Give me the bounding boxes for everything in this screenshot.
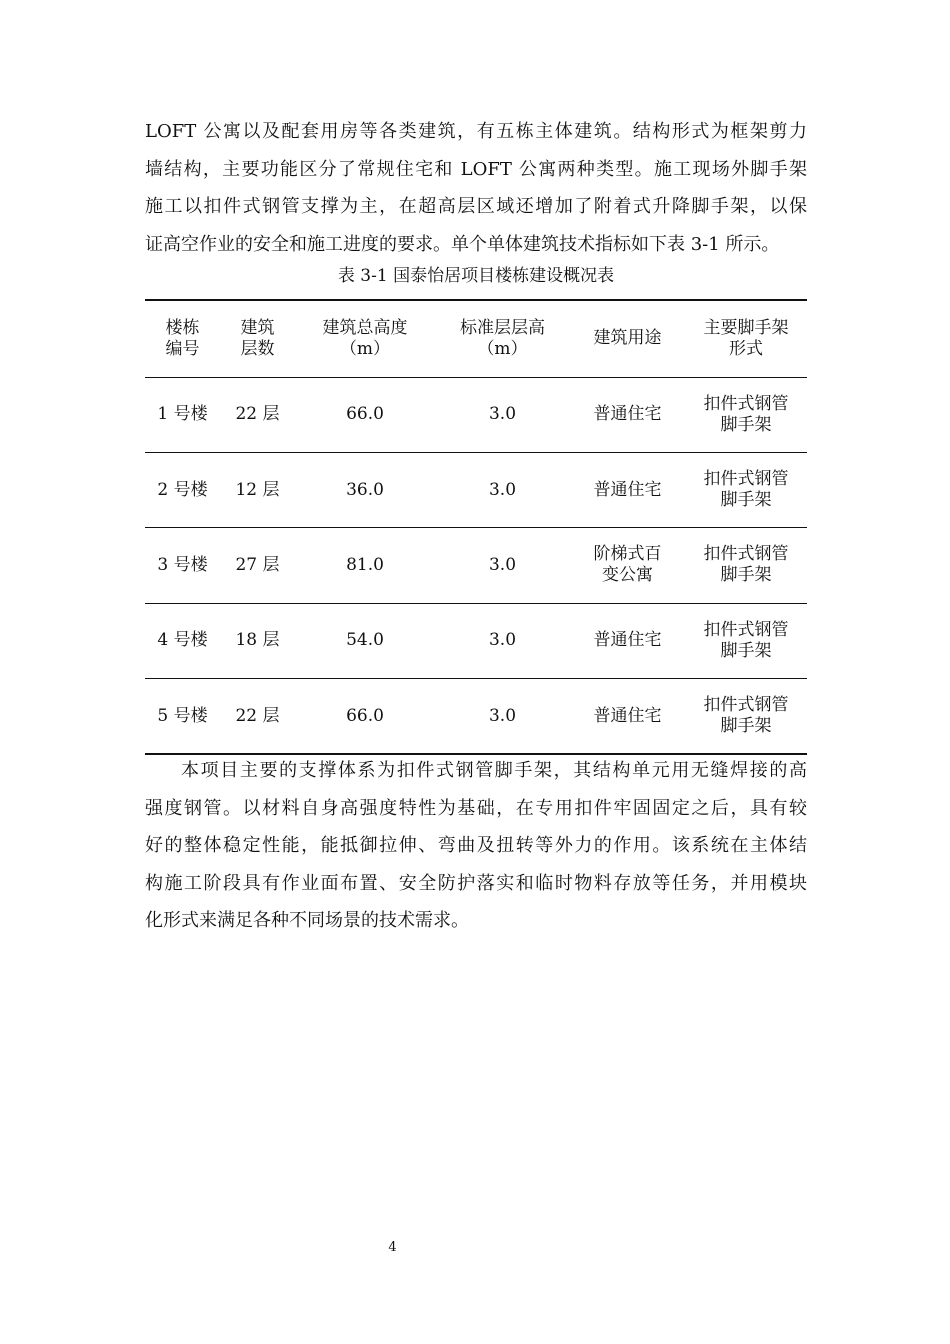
cell-floors: 22 层 (220, 679, 295, 754)
cell-floor-height: 3.0 (435, 377, 570, 452)
cell-floor-height: 3.0 (435, 603, 570, 678)
table-caption: 表 3-1 国泰怡居项目楼栋建设概况表 (337, 266, 615, 286)
table-header-row (145, 300, 807, 377)
cell-scaffold-type: 扣件式钢管 脚手架 (685, 528, 807, 603)
table-row (145, 603, 807, 678)
table-row (145, 452, 807, 527)
cell-floor-height: 3.0 (435, 528, 570, 603)
cell-building-number: 4 号楼 (145, 603, 220, 678)
cell-scaffold-type: 扣件式钢管 脚手架 (685, 603, 807, 678)
text-line: 构施工阶段具有作业面布置、安全防护落实和临时物料存放等任务，并用模块 (145, 872, 807, 894)
cell-building-number: 1 号楼 (145, 377, 220, 452)
text-line: 化形式来满足各种不同场景的技术需求。 (145, 910, 469, 931)
cell-floors: 22 层 (220, 377, 295, 452)
text-line: 强度钢管。以材料自身高强度特性为基础，在专用扣件牢固固定之后，具有较 (145, 797, 807, 819)
table-row (145, 679, 807, 754)
table-row (145, 377, 807, 452)
cell-total-height: 66.0 (295, 377, 435, 452)
header-floor-height: 标准层层高 （m） (435, 300, 570, 377)
cell-usage: 阶梯式百 变公寓 (570, 528, 685, 603)
header-scaffold-type: 主要脚手架 形式 (685, 300, 807, 377)
cell-total-height: 54.0 (295, 603, 435, 678)
cell-usage: 普通住宅 (570, 679, 685, 754)
cell-total-height: 66.0 (295, 679, 435, 754)
text-line: 施工以扣件式钢管支撑为主，在超高层区域还增加了附着式升降脚手架，以保 (145, 196, 807, 217)
header-floors: 建筑 层数 (220, 300, 295, 377)
page-number: 4 (388, 1240, 397, 1255)
text-line: 本项目主要的支撑体系为扣件式钢管脚手架，其结构单元用无缝焊接的高 (181, 760, 807, 781)
text-line: 证高空作业的安全和施工进度的要求。单个单体建筑技术指标如下表 3-1 所示。 (145, 233, 780, 255)
cell-total-height: 36.0 (295, 452, 435, 527)
cell-total-height: 81.0 (295, 528, 435, 603)
cell-building-number: 5 号楼 (145, 679, 220, 754)
cell-floors: 12 层 (220, 452, 295, 527)
cell-usage: 普通住宅 (570, 377, 685, 452)
cell-floors: 18 层 (220, 603, 295, 678)
text-line: 好的整体稳定性能，能抵御拉伸、弯曲及扭转等外力的作用。该系统在主体结 (145, 835, 807, 856)
cell-scaffold-type: 扣件式钢管 脚手架 (685, 377, 807, 452)
cell-scaffold-type: 扣件式钢管 脚手架 (685, 679, 807, 754)
cell-floor-height: 3.0 (435, 452, 570, 527)
cell-building-number: 3 号楼 (145, 528, 220, 603)
header-total-height: 建筑总高度 （m） (295, 300, 435, 377)
intro-paragraph (145, 113, 807, 263)
cell-floors: 27 层 (220, 528, 295, 603)
cell-usage: 普通住宅 (570, 603, 685, 678)
header-usage: 建筑用途 (570, 300, 685, 377)
cell-scaffold-type: 扣件式钢管 脚手架 (685, 452, 807, 527)
building-overview-table (145, 299, 807, 755)
header-building-number: 楼栋 编号 (145, 300, 220, 377)
scaffold-description-paragraph (145, 752, 807, 940)
cell-building-number: 2 号楼 (145, 452, 220, 527)
text-line: LOFT 公寓以及配套用房等各类建筑，有五栋主体建筑。结构形式为框架剪力 (145, 121, 807, 142)
cell-floor-height: 3.0 (435, 679, 570, 754)
text-line: 墙结构，主要功能区分了常规住宅和 LOFT 公寓两种类型。施工现场外脚手架 (145, 158, 807, 180)
cell-usage: 普通住宅 (570, 452, 685, 527)
table-row (145, 528, 807, 603)
